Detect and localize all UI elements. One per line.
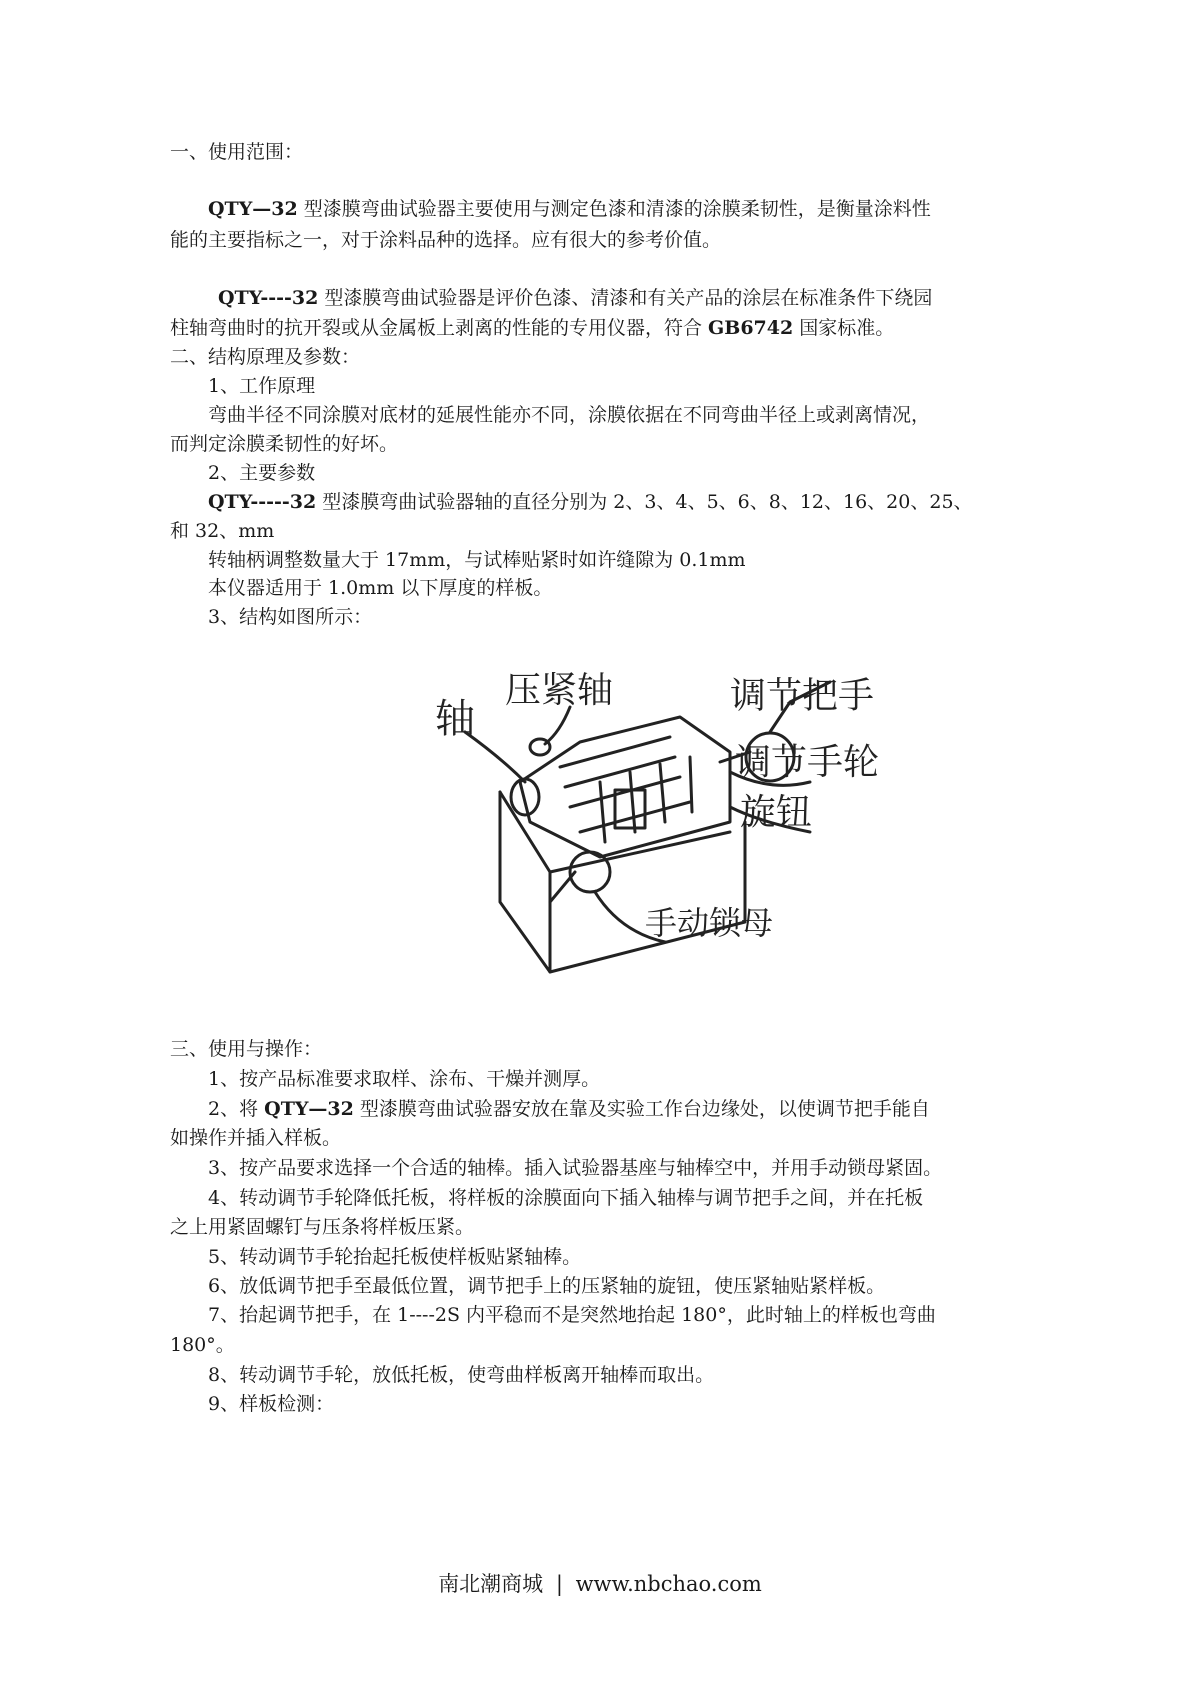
- subheading-parameters: 2、主要参数: [208, 462, 316, 484]
- structure-diagram-svg: [430, 672, 910, 1037]
- text-span: 型漆膜弯曲试验器主要使用与测定色漆和清漆的涂膜柔韧性，是衡量涂料性: [297, 198, 931, 220]
- text-span: 型漆膜弯曲试验器是评价色漆、清漆和有关产品的涂层在标准条件下绕园: [318, 287, 933, 309]
- parameter-line-2: 和 32、mm: [170, 520, 275, 542]
- model-name: QTY----32: [218, 287, 319, 309]
- text-span: 2、将: [208, 1098, 265, 1120]
- model-name: QTY-----32: [208, 491, 317, 513]
- standard-code: GB6742: [708, 317, 794, 339]
- paragraph-scope-2-line-2: [170, 316, 894, 340]
- section-heading-structure: 二、结构原理及参数：: [170, 346, 361, 368]
- text-span: 型漆膜弯曲试验器轴的直径分别为 2、3、4、5、6、8、12、16、20、25、: [316, 491, 973, 513]
- footer-url-link[interactable]: www.nbchao.com: [575, 1572, 762, 1596]
- step-4-line-2: 之上用紧固螺钉与压条将样板压紧。: [170, 1216, 475, 1238]
- label-shaft: 轴: [435, 696, 475, 742]
- model-name: QTY—32: [264, 1098, 354, 1120]
- paragraph-scope-1-line-1: [208, 197, 931, 221]
- step-2-line-2: 如操作并插入样板。: [170, 1127, 342, 1149]
- label-press-shaft: 压紧轴: [505, 672, 614, 711]
- step-8: 8、转动调节手轮，放低托板，使弯曲样板离开轴棒而取出。: [208, 1364, 715, 1386]
- paragraph-scope-2-line-1: [218, 286, 932, 310]
- drum-ribs: [560, 737, 690, 832]
- step-5: 5、转动调节手轮抬起托板使样板贴紧轴棒。: [208, 1246, 582, 1268]
- label-knob: 旋钮: [740, 792, 813, 833]
- parameter-line-4: 本仪器适用于 1.0mm 以下厚度的样板。: [208, 577, 553, 599]
- page-footer: [0, 1568, 1200, 1598]
- subheading-structure-figure: 3、结构如图所示：: [208, 606, 373, 628]
- front-bracket: [550, 872, 575, 902]
- model-name: QTY—32: [208, 198, 298, 220]
- step-6: 6、放低调节把手至最低位置，调节把手上的压紧轴的旋钮，使压紧轴贴紧样板。: [208, 1275, 886, 1297]
- base-top-edge: [550, 832, 730, 872]
- section-heading-scope: 一、使用范围：: [170, 141, 304, 163]
- step-1: 1、按产品标准要求取样、涂布、干燥并测厚。: [208, 1068, 601, 1090]
- step-7-line-2: 180°。: [170, 1334, 235, 1356]
- section-heading-operation: 三、使用与操作：: [170, 1038, 323, 1060]
- leader-press-shaft: [545, 707, 570, 744]
- step-2-line-1: [208, 1097, 930, 1121]
- text-span: 型漆膜弯曲试验器安放在靠及实验工作台边缘处，以使调节把手能自: [353, 1098, 930, 1120]
- subheading-principle: 1、工作原理: [208, 375, 316, 397]
- footer-site-name: 南北潮商城: [438, 1572, 544, 1596]
- structure-diagram: [430, 672, 910, 1037]
- parameter-line-1: [208, 490, 973, 514]
- paragraph-scope-1-line-2: 能的主要指标之一，对于涂料品种的选择。应有很大的参考价值。: [170, 229, 722, 251]
- base-front-edge: [500, 792, 550, 972]
- footer-separator: |: [555, 1572, 563, 1596]
- label-adjust-handwheel: 调节手轮: [735, 742, 880, 783]
- principle-line-1: 弯曲半径不同涂膜对底材的延展性能亦不同，涂膜依据在不同弯曲半径上或剥离情况，: [208, 404, 931, 426]
- text-span: 柱轴弯曲时的抗开裂或从金属板上剥离的性能的专用仪器，符合: [170, 317, 709, 339]
- step-7-line-1: 7、抬起调节把手，在 1----2S 内平稳而不是突然地抬起 180°，此时轴上的样板也弯曲: [208, 1304, 936, 1326]
- parameter-line-3: 转轴柄调整数量大于 17mm，与试棒贴紧时如许缝隙为 0.1mm: [208, 549, 746, 571]
- text-span: 国家标准。: [793, 317, 895, 339]
- label-adjust-handle: 调节把手: [730, 675, 875, 717]
- step-3: 3、按产品要求选择一个合适的轴棒。插入试验器基座与轴棒空中，并用手动锁母紧固。: [208, 1157, 943, 1179]
- step-4-line-1: 4、转动调节手轮降低托板，将样板的涂膜面向下插入轴棒与调节把手之间，并在托板: [208, 1187, 924, 1209]
- principle-line-2: 而判定涂膜柔韧性的好坏。: [170, 433, 399, 455]
- step-9: 9、样板检测：: [208, 1393, 335, 1415]
- label-manual-lock-nut: 手动锁母: [645, 904, 774, 942]
